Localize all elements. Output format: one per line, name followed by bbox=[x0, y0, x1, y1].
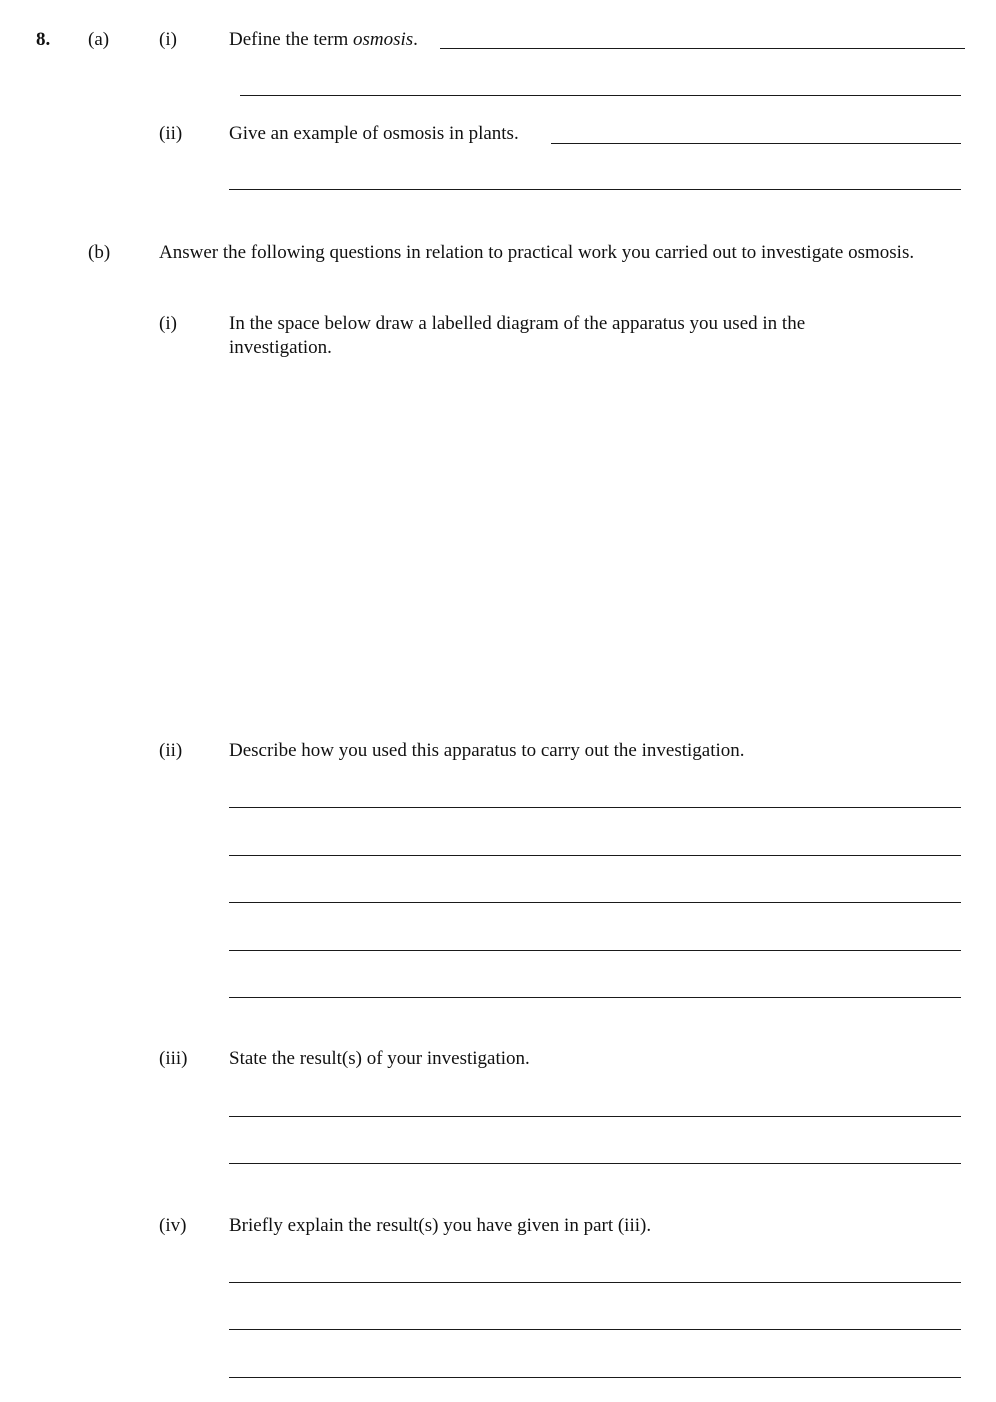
answer-line[interactable] bbox=[229, 1163, 961, 1164]
answer-line[interactable] bbox=[229, 189, 961, 190]
answer-line[interactable] bbox=[240, 95, 961, 96]
answer-line[interactable] bbox=[229, 807, 961, 808]
part-b-i-label: (i) bbox=[159, 313, 177, 334]
answer-line[interactable] bbox=[229, 1377, 961, 1378]
part-b-iii-question: State the result(s) of your investigation. bbox=[229, 1048, 530, 1069]
part-b-label: (b) bbox=[88, 242, 111, 263]
answer-line[interactable] bbox=[229, 950, 961, 951]
part-b-iv-question: Briefly explain the result(s) you have given in part (iii). bbox=[229, 1215, 652, 1236]
part-a-i-prefix: Define the term bbox=[229, 29, 353, 50]
part-a-ii-label: (ii) bbox=[159, 123, 183, 144]
answer-line[interactable] bbox=[229, 1282, 961, 1283]
part-b-iv-label: (iv) bbox=[159, 1215, 187, 1236]
answer-line[interactable] bbox=[551, 143, 961, 144]
part-a-i-question bbox=[229, 28, 418, 52]
part-b-intro: Answer the following questions in relation to practical work you carried out to investigate osmosis. bbox=[159, 242, 915, 263]
part-a-i-suffix: . bbox=[413, 29, 418, 50]
answer-line[interactable] bbox=[229, 1116, 961, 1117]
part-a-i-label: (i) bbox=[159, 29, 177, 50]
answer-line[interactable] bbox=[440, 48, 965, 49]
diagram-drawing-area[interactable] bbox=[229, 370, 961, 720]
part-a-label: (a) bbox=[88, 29, 110, 50]
answer-line[interactable] bbox=[229, 902, 961, 903]
part-a-ii-question: Give an example of osmosis in plants. bbox=[229, 123, 519, 144]
part-b-ii-question: Describe how you used this apparatus to carry out the investigation. bbox=[229, 740, 745, 761]
part-b-i-question: In the space below draw a labelled diagram of the apparatus you used in the investigation. bbox=[229, 313, 806, 358]
part-b-ii-label: (ii) bbox=[159, 740, 183, 761]
answer-line[interactable] bbox=[229, 1329, 961, 1330]
part-b-iii-label: (iii) bbox=[159, 1048, 188, 1069]
question-number: 8. bbox=[36, 29, 51, 50]
term-osmosis: osmosis bbox=[352, 29, 414, 50]
answer-line[interactable] bbox=[229, 997, 961, 998]
answer-line[interactable] bbox=[229, 855, 961, 856]
